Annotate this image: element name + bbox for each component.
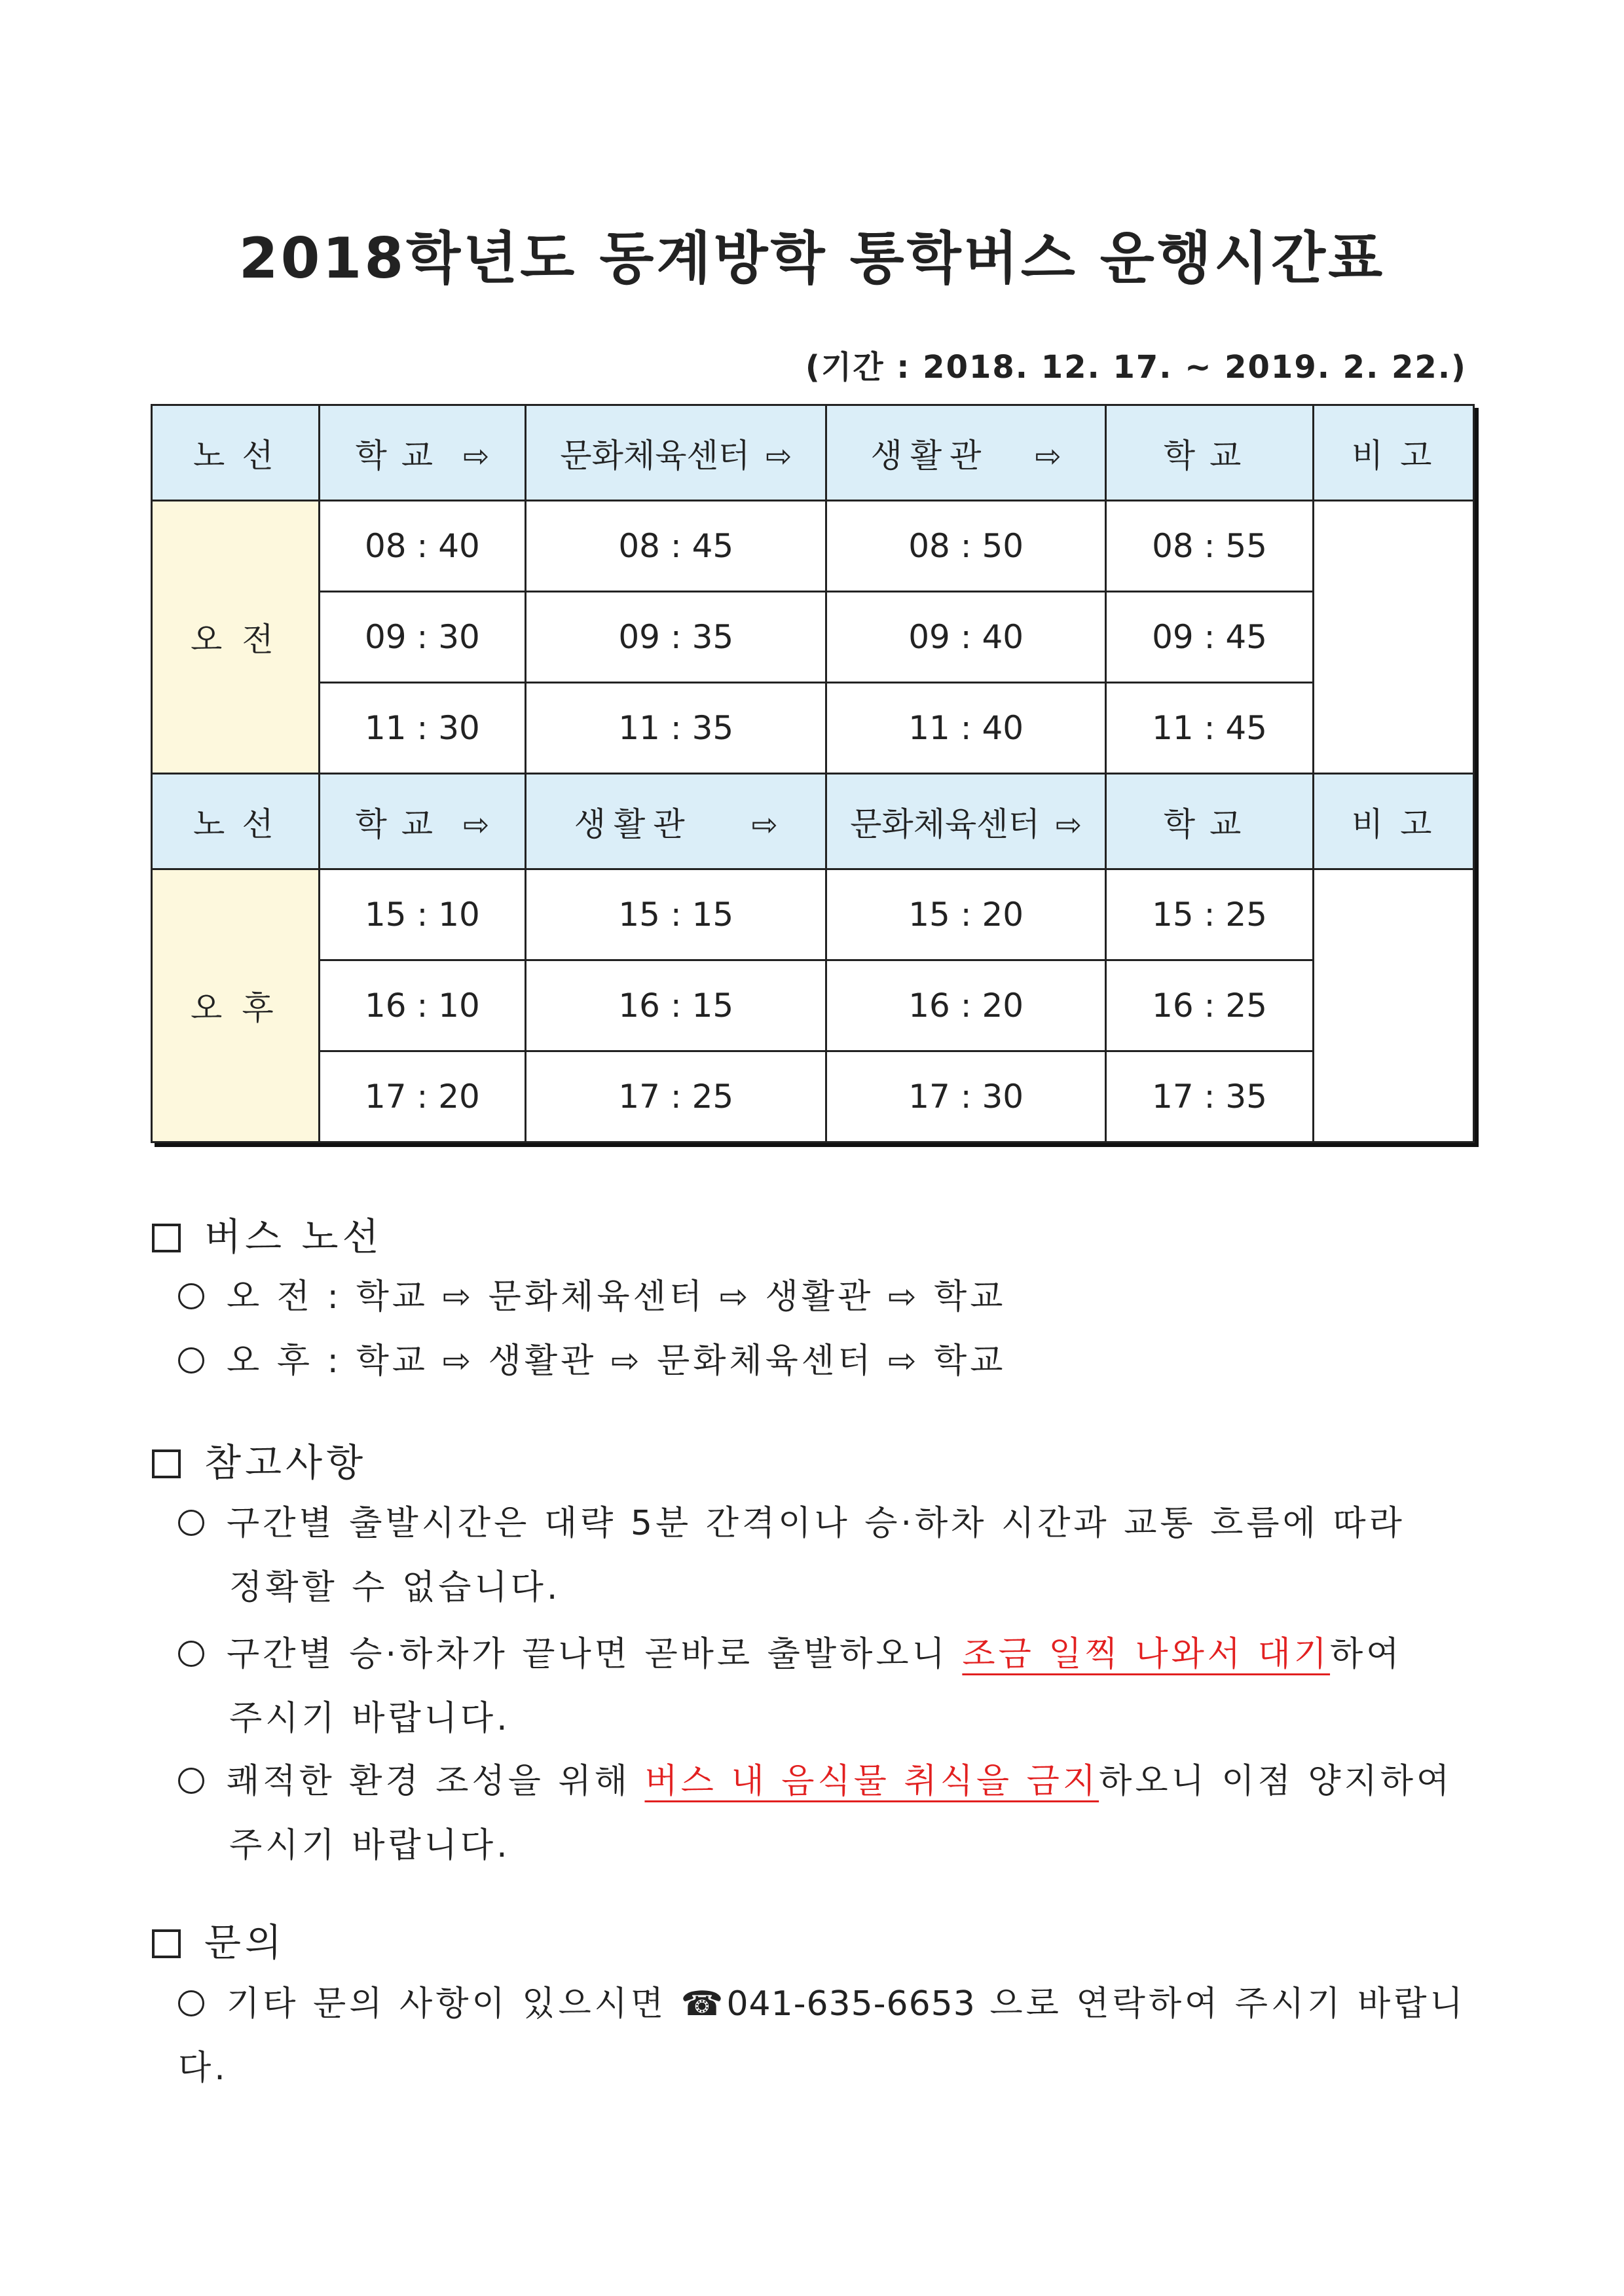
route-header: 노선 bbox=[152, 774, 320, 869]
note-text: 구간별 승·하차가 끝나면 곧바로 출발하오니 bbox=[227, 1635, 963, 1674]
time-cell: 11 : 35 bbox=[526, 683, 826, 774]
note-header: 비고 bbox=[1314, 774, 1474, 869]
circle-bullet-icon bbox=[178, 1510, 204, 1536]
note-item bbox=[178, 1491, 1475, 1620]
time-cell: 16 : 10 bbox=[319, 960, 525, 1051]
table-row bbox=[152, 592, 1474, 683]
circle-bullet-icon bbox=[178, 1347, 204, 1374]
table-row bbox=[152, 960, 1474, 1051]
time-cell: 17 : 25 bbox=[526, 1051, 826, 1142]
section-title: 버스 노선 bbox=[204, 1214, 383, 1259]
note-text: 구간별 출발시간은 대략 5분 간격이나 승·하차 시간과 교통 흐름에 따라 bbox=[227, 1504, 1405, 1543]
notes-section-heading bbox=[152, 1432, 367, 1487]
time-cell: 17 : 35 bbox=[1105, 1051, 1313, 1142]
note-text: 하여 bbox=[1330, 1635, 1403, 1674]
note-item bbox=[178, 1622, 1475, 1751]
time-cell: 09 : 30 bbox=[319, 592, 525, 683]
session-label: 오후 bbox=[152, 869, 320, 1142]
time-cell: 17 : 20 bbox=[319, 1051, 525, 1142]
route-text: 오 전 : 학교 ⇨ 문화체육센터 ⇨ 생활관 ⇨ 학교 bbox=[227, 1277, 1006, 1317]
time-cell: 16 : 20 bbox=[826, 960, 1105, 1051]
stop-label: 학교 bbox=[355, 436, 448, 475]
time-cell: 17 : 30 bbox=[826, 1051, 1105, 1142]
arrow-icon: ⇨ bbox=[766, 437, 792, 475]
phone-icon: ☎ bbox=[680, 1984, 727, 2024]
route-item bbox=[178, 1329, 1475, 1393]
stop-label: 학교 bbox=[1163, 805, 1256, 843]
time-cell: 11 : 40 bbox=[826, 683, 1105, 774]
routes-section-heading bbox=[152, 1206, 383, 1261]
time-cell: 16 : 15 bbox=[526, 960, 826, 1051]
stop-label: 생활관 bbox=[870, 436, 989, 475]
session-label: 오전 bbox=[152, 501, 320, 774]
stop-header bbox=[1105, 405, 1313, 501]
phone-number: 041-635-6653 bbox=[726, 1984, 976, 2024]
circle-bullet-icon bbox=[178, 1283, 204, 1309]
stop-label: 문화체육센터 bbox=[850, 805, 1040, 843]
period-text: (기간 : 2018. 12. 17. ~ 2019. 2. 22.) bbox=[805, 349, 1467, 386]
time-cell: 08 : 40 bbox=[319, 501, 525, 592]
time-cell: 08 : 50 bbox=[826, 501, 1105, 592]
stop-label: 학교 bbox=[1163, 436, 1256, 475]
route-header: 노선 bbox=[152, 405, 320, 501]
note-header: 비고 bbox=[1314, 405, 1474, 501]
time-cell: 15 : 10 bbox=[319, 869, 525, 960]
table-row bbox=[152, 683, 1474, 774]
stop-label: 생활관 bbox=[574, 805, 693, 843]
time-cell: 15 : 20 bbox=[826, 869, 1105, 960]
time-cell: 08 : 55 bbox=[1105, 501, 1313, 592]
highlighted-text: 버스 내 음식물 취식을 금지 bbox=[644, 1762, 1099, 1801]
note-item bbox=[178, 1749, 1475, 1878]
stop-header bbox=[1105, 774, 1313, 869]
morning-header-row bbox=[152, 405, 1474, 501]
arrow-icon: ⇨ bbox=[1055, 806, 1082, 843]
note-text: 하오니 이점 양지하여 bbox=[1099, 1762, 1453, 1801]
time-cell: 16 : 25 bbox=[1105, 960, 1313, 1051]
table-row bbox=[152, 869, 1474, 960]
note-text-continued: 주시기 바랍니다. bbox=[229, 1826, 511, 1865]
stop-label: 학교 bbox=[355, 805, 448, 843]
checkbox-square-icon bbox=[152, 1929, 181, 1958]
stop-header bbox=[826, 405, 1105, 501]
circle-bullet-icon bbox=[178, 1641, 204, 1667]
time-cell: 09 : 40 bbox=[826, 592, 1105, 683]
highlighted-text: 조금 일찍 나와서 대기 bbox=[962, 1635, 1331, 1674]
contact-text: 기타 문의 사항이 있으시면 bbox=[227, 1984, 681, 2024]
route-item bbox=[178, 1265, 1475, 1329]
checkbox-square-icon bbox=[152, 1449, 181, 1478]
checkbox-square-icon bbox=[152, 1224, 181, 1252]
stop-header bbox=[319, 405, 525, 501]
route-text: 오 후 : 학교 ⇨ 생활관 ⇨ 문화체육센터 ⇨ 학교 bbox=[227, 1341, 1006, 1381]
page-title: 2018학년도 동계방학 통학버스 운행시간표 bbox=[238, 226, 1386, 291]
arrow-icon: ⇨ bbox=[463, 437, 490, 475]
circle-bullet-icon bbox=[178, 1768, 204, 1794]
section-title: 문의 bbox=[204, 1920, 286, 1965]
time-cell: 15 : 25 bbox=[1105, 869, 1313, 960]
note-text-continued: 주시기 바랍니다. bbox=[229, 1699, 511, 1738]
section-title: 참고사항 bbox=[204, 1440, 367, 1485]
time-cell: 09 : 35 bbox=[526, 592, 826, 683]
afternoon-header-row bbox=[152, 774, 1474, 869]
stop-label: 문화체육센터 bbox=[560, 436, 750, 475]
contact-item bbox=[178, 1972, 1475, 2100]
arrow-icon: ⇨ bbox=[751, 806, 778, 843]
contact-section-heading bbox=[152, 1912, 286, 1967]
table-row bbox=[152, 1051, 1474, 1142]
table-row bbox=[152, 501, 1474, 592]
arrow-icon: ⇨ bbox=[1035, 437, 1061, 475]
stop-header bbox=[319, 774, 525, 869]
stop-header bbox=[526, 405, 826, 501]
time-cell: 15 : 15 bbox=[526, 869, 826, 960]
note-cell bbox=[1314, 869, 1474, 1142]
note-text: 쾌적한 환경 조성을 위해 bbox=[227, 1762, 645, 1801]
note-cell bbox=[1314, 501, 1474, 774]
circle-bullet-icon bbox=[178, 1990, 204, 2016]
time-cell: 09 : 45 bbox=[1105, 592, 1313, 683]
stop-header bbox=[526, 774, 826, 869]
arrow-icon: ⇨ bbox=[463, 806, 490, 843]
contact-text: 으로 연락하여 주시기 바랍니다. bbox=[178, 1984, 1466, 2088]
time-cell: 11 : 45 bbox=[1105, 683, 1313, 774]
time-cell: 08 : 45 bbox=[526, 501, 826, 592]
note-text-continued: 정확할 수 없습니다. bbox=[229, 1568, 561, 1607]
stop-header bbox=[826, 774, 1105, 869]
timetable bbox=[151, 404, 1475, 1143]
time-cell: 11 : 30 bbox=[319, 683, 525, 774]
